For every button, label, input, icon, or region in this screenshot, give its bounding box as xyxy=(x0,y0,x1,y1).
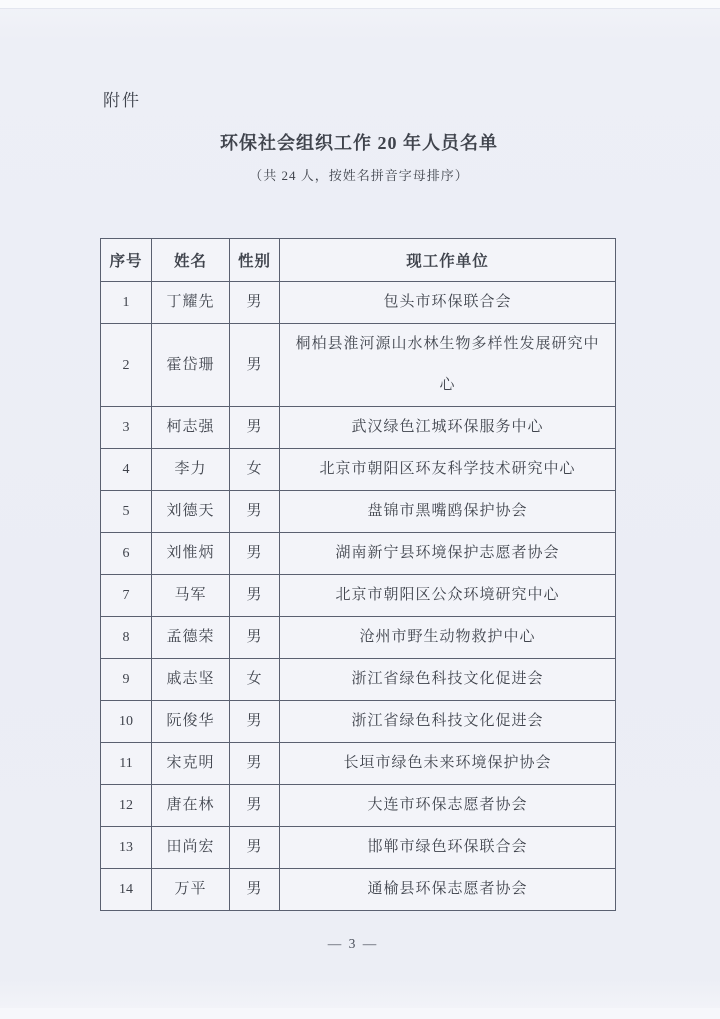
page-subtitle: （共 24 人，按姓名拼音字母排序） xyxy=(249,168,469,183)
cell-name: 唐在林 xyxy=(152,785,230,827)
cell-gender: 男 xyxy=(230,324,280,407)
cell-gender: 女 xyxy=(230,449,280,491)
table-row xyxy=(101,449,616,491)
scan-bottom-edge xyxy=(0,1008,720,1019)
column-header-name: 姓名 xyxy=(152,239,230,282)
cell-no: 12 xyxy=(101,785,152,827)
cell-name: 霍岱珊 xyxy=(152,324,230,407)
table-row xyxy=(101,869,616,911)
scan-top-edge xyxy=(0,0,720,9)
cell-no: 3 xyxy=(101,407,152,449)
table-row xyxy=(101,827,616,869)
column-header-gender: 性别 xyxy=(230,239,280,282)
cell-no: 1 xyxy=(101,282,152,324)
cell-name: 阮俊华 xyxy=(152,701,230,743)
cell-gender: 男 xyxy=(230,617,280,659)
cell-gender: 男 xyxy=(230,869,280,911)
cell-unit: 邯郸市绿色环保联合会 xyxy=(280,827,616,869)
cell-name: 刘惟炳 xyxy=(152,533,230,575)
cell-name: 马军 xyxy=(152,575,230,617)
cell-gender: 男 xyxy=(230,743,280,785)
table-row xyxy=(101,491,616,533)
cell-name: 孟德荣 xyxy=(152,617,230,659)
cell-gender: 男 xyxy=(230,575,280,617)
column-header-no: 序号 xyxy=(101,239,152,282)
cell-unit: 长垣市绿色未来环境保护协会 xyxy=(280,743,616,785)
table-row xyxy=(101,324,616,407)
cell-unit: 包头市环保联合会 xyxy=(280,282,616,324)
cell-no: 5 xyxy=(101,491,152,533)
cell-no: 8 xyxy=(101,617,152,659)
cell-name: 万平 xyxy=(152,869,230,911)
cell-gender: 男 xyxy=(230,701,280,743)
cell-no: 4 xyxy=(101,449,152,491)
cell-unit: 浙江省绿色科技文化促进会 xyxy=(280,659,616,701)
cell-no: 2 xyxy=(101,324,152,407)
roster-table xyxy=(100,238,616,911)
table-row xyxy=(101,533,616,575)
table-row xyxy=(101,617,616,659)
cell-unit: 北京市朝阳区环友科学技术研究中心 xyxy=(280,449,616,491)
table-row xyxy=(101,743,616,785)
cell-gender: 女 xyxy=(230,659,280,701)
cell-no: 11 xyxy=(101,743,152,785)
page-title: 环保社会组织工作 20 年人员名单 xyxy=(220,133,498,153)
table-row xyxy=(101,575,616,617)
page-number: — 3 — xyxy=(327,936,379,951)
column-header-unit: 现工作单位 xyxy=(280,239,616,282)
cell-unit: 浙江省绿色科技文化促进会 xyxy=(280,701,616,743)
cell-unit: 通榆县环保志愿者协会 xyxy=(280,869,616,911)
cell-no: 13 xyxy=(101,827,152,869)
cell-unit: 沧州市野生动物救护中心 xyxy=(280,617,616,659)
table-row xyxy=(101,659,616,701)
cell-gender: 男 xyxy=(230,282,280,324)
cell-name: 丁耀先 xyxy=(152,282,230,324)
table-row xyxy=(101,785,616,827)
cell-gender: 男 xyxy=(230,491,280,533)
cell-unit: 武汉绿色江城环保服务中心 xyxy=(280,407,616,449)
cell-unit: 桐柏县淮河源山水林生物多样性发展研究中心 xyxy=(280,324,616,407)
cell-name: 李力 xyxy=(152,449,230,491)
cell-name: 戚志坚 xyxy=(152,659,230,701)
cell-gender: 男 xyxy=(230,407,280,449)
cell-unit: 湖南新宁县环境保护志愿者协会 xyxy=(280,533,616,575)
cell-no: 9 xyxy=(101,659,152,701)
table-row xyxy=(101,407,616,449)
cell-unit: 大连市环保志愿者协会 xyxy=(280,785,616,827)
cell-unit: 盘锦市黑嘴鸥保护协会 xyxy=(280,491,616,533)
cell-no: 6 xyxy=(101,533,152,575)
table-header-row xyxy=(101,239,616,282)
table-row xyxy=(101,282,616,324)
cell-name: 刘德天 xyxy=(152,491,230,533)
cell-name: 田尚宏 xyxy=(152,827,230,869)
cell-no: 14 xyxy=(101,869,152,911)
table-row xyxy=(101,701,616,743)
cell-name: 柯志强 xyxy=(152,407,230,449)
cell-no: 7 xyxy=(101,575,152,617)
cell-name: 宋克明 xyxy=(152,743,230,785)
cell-gender: 男 xyxy=(230,827,280,869)
table-body xyxy=(101,282,616,911)
cell-unit: 北京市朝阳区公众环境研究中心 xyxy=(280,575,616,617)
cell-no: 10 xyxy=(101,701,152,743)
attachment-label: 附件 xyxy=(103,91,141,110)
cell-gender: 男 xyxy=(230,785,280,827)
cell-gender: 男 xyxy=(230,533,280,575)
